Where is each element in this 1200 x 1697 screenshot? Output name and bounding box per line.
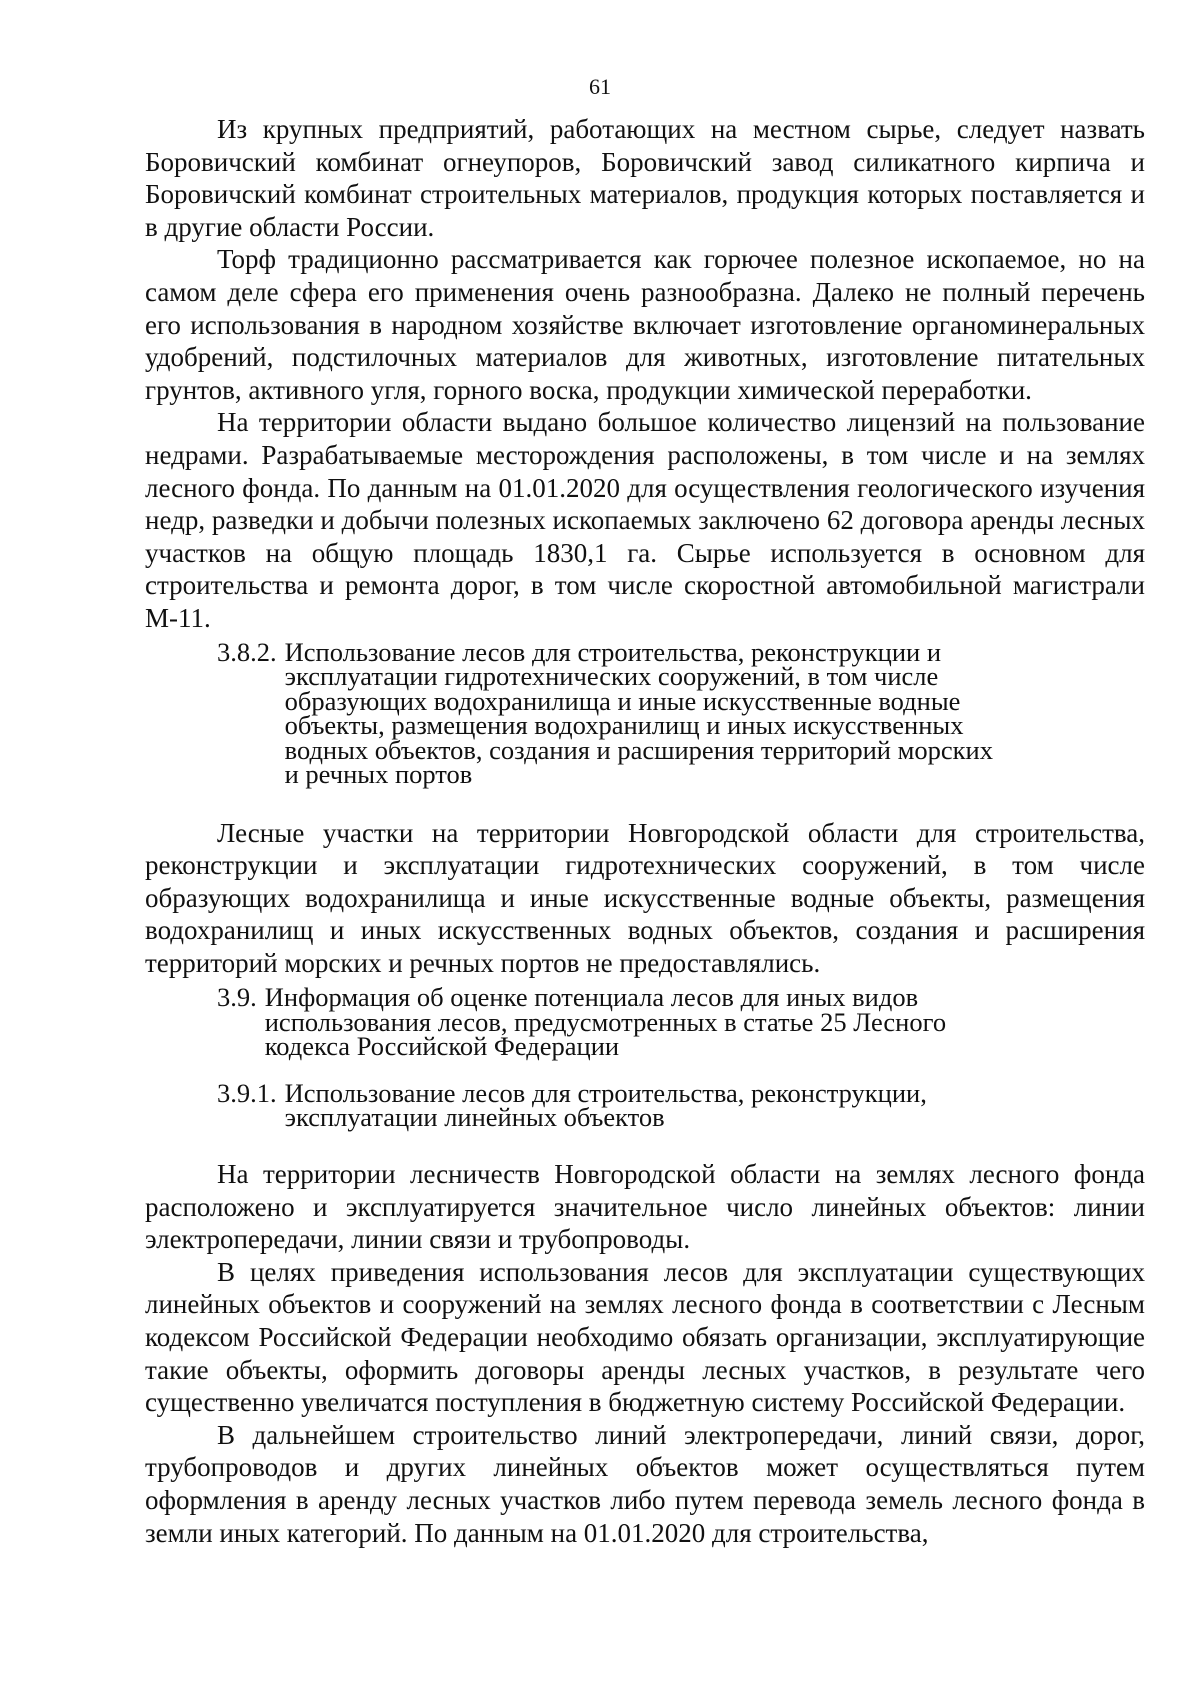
paragraph-linear-objects: На территории лесничеств Новгородской области на землях лесного фонда расположено и эксплуатируется значительное число линейных объектов: линии электропередачи, линии связи и трубопроводы. — [145, 1158, 1145, 1255]
page-number: 61 — [589, 74, 611, 99]
section-number: 3.9.1. — [217, 1077, 277, 1108]
paragraph-peat: Торф традиционно рассматривается как горючее полезное ископаемое, но на самом деле сфера его применения очень разнообразна. Далеко не полный перечень его использования в народном хозяйстве включает изготовление органоминеральных удобрений, подстилочных материалов для животных, изготовление питательных грунтов, активного угля, горного воска, продукции химической переработки. — [145, 244, 1145, 405]
paragraph-enterprises: Из крупных предприятий, работающих на местном сырье, следует назвать Боровичский комбинат огнеупоров, Боровичский завод силикатного кирпича и Боровичский комбинат строительных материалов, продукция которых поставляется и в другие области России. — [145, 114, 1145, 242]
paragraph-licenses: На территории области выдано большое количество лицензий на пользование недрами. Разрабатываемые месторождения расположены, в том числе и на землях лесного фонда. По данным на 01.01.2020 для осуществления геологического изучения недр, разведки и добычи полезных ископаемых заключено 62 договора аренды лесных участков на общую площадь 1830,1 га. Сырье используется в основном для строительства и ремонта дорог, в том числе скоростной автомобильной магистрали М-11. — [145, 407, 1145, 633]
section-title: Использование лесов для строительства, реконструкции и эксплуатации гидротехнических сооружений, в том числе образующих водохранилища и иные искусственные водные объекты, размещения водохранилищ и иных искусственных водных объектов, создания и расширения территорий морских и речных портов — [284, 636, 993, 789]
paragraph-lease-obligation: В целях приведения использования лесов для эксплуатации существующих линейных объектов и сооружений на землях лесного фонда в соответствии с Лесным кодексом Российской Федерации необходимо обязать организации, эксплуатирующие такие объекты, оформить договоры аренды лесных участков, в результате чего существенно увеличатся поступления в бюджетную систему Российской Федерации. — [145, 1256, 1145, 1418]
section-heading-3-8-2 — [217, 636, 1145, 789]
section-title: Информация об оценке потенциала лесов для иных видов использования лесов, предусмотренных в статье 25 Лесного кодекса Российской Федерации — [264, 982, 947, 1062]
paragraph-future-construction: В дальнейшем строительство линий электропередачи, линий связи, дорог, трубопроводов и других линейных объектов может осуществляться путем оформления в аренду лесных участков либо путем перевода земель лесного фонда в земли иных категорий. По данным на 01.01.2020 для строительства, — [145, 1419, 1145, 1548]
paragraph-hydro-structures: Лесные участки на территории Новгородской области для строительства, реконструкции и эксплуатации гидротехнических сооружений, в том числе образующих водохранилища и иные искусственные водные объекты, размещения водохранилищ и иных искусственных водных объектов, создания и расширения территорий морских и речных портов не предоставлялись. — [145, 817, 1145, 978]
section-number: 3.8.2. — [217, 636, 277, 667]
section-heading-3-9-1 — [217, 1077, 1145, 1133]
section-heading-3-9 — [217, 982, 1145, 1062]
section-number: 3.9. — [217, 982, 257, 1013]
document-body — [145, 113, 1145, 1549]
section-title: Использование лесов для строительства, реконструкции, эксплуатации линейных объектов — [284, 1077, 927, 1133]
